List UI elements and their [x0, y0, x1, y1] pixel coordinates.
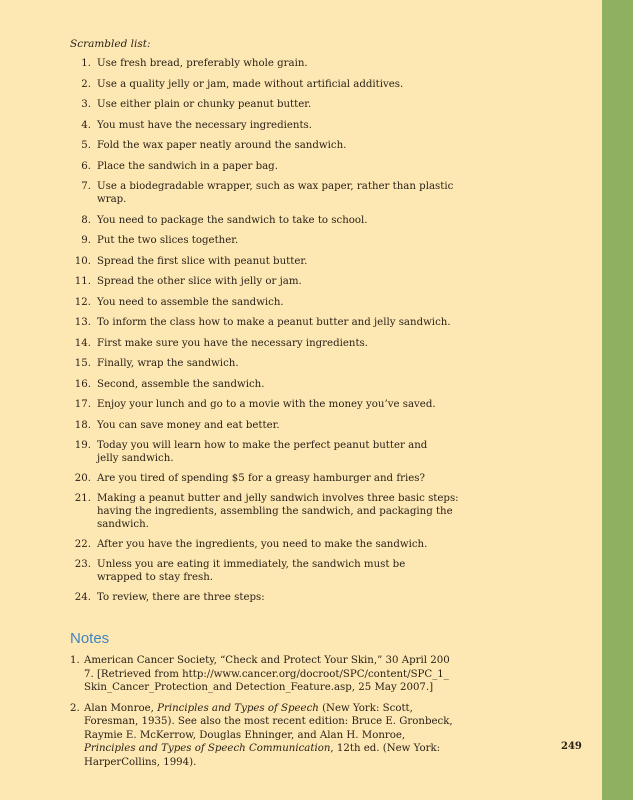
- scrambled-list: [70, 57, 470, 604]
- list-item: 8. You need to package the sandwich to take to school.: [81, 214, 368, 226]
- page-number: 249: [561, 741, 582, 752]
- list-item: 13. To inform the class how to make a peanut butter and jelly sandwich.: [74, 317, 451, 328]
- list-item: 9. Put the two slices together.: [81, 235, 239, 246]
- book-title: Principles and Types of Speech Communication: [84, 743, 331, 754]
- list-item: 11. Spread the other slice with jelly or jam.: [74, 276, 302, 287]
- page-content: [70, 37, 470, 769]
- note-item: 1. American Cancer Society, “Check and Protect Your Skin,” 30 April 2007. [Retrieved from http://www.cancer.org/docroot/SPC/content/SPC_1_Skin_Cancer_Protection_and Detection_Feature.asp, 25 May 2007.]: [70, 655, 450, 693]
- list-item: 1. Use fresh bread, preferably whole grain.: [81, 58, 308, 69]
- list-item: 3. Use either plain or chunky peanut butter.: [81, 99, 312, 110]
- list-item: 22. After you have the ingredients, you need to make the sandwich.: [74, 539, 428, 550]
- note-item: 2. Alan Monroe, Principles and Types of Speech (New York: Scott, Foresman, 1935). See also the most recent edition: Bruce E. Gronbeck, Raymie E. McKerrow, Douglas Ehninger, and Alan H. Monroe, Principles and Types of Speech Communication, 12th ed. (New York: HarperCollins, 1994).: [70, 702, 453, 768]
- list-item: 17. Enjoy your lunch and go to a movie with the money you’ve saved.: [74, 399, 436, 410]
- list-item: 21. Making a peanut butter and jelly sandwich involves three basic steps: having the ingredients, assembling the sandwich, and packaging the sandwich.: [74, 493, 459, 530]
- list-item: 18. You can save money and eat better.: [74, 419, 280, 431]
- list-item: 24. To review, there are three steps:: [74, 592, 265, 603]
- list-item: 23. Unless you are eating it immediately, the sandwich must be wrapped to stay fresh.: [74, 559, 406, 583]
- list-item: 20. Are you tired of spending $5 for a greasy hamburger and fries?: [74, 473, 425, 484]
- list-item: 7. Use a biodegradable wrapper, such as wax paper, rather than plastic wrap.: [81, 181, 454, 205]
- notes-list: [70, 654, 470, 769]
- list-item: 12. You need to assemble the sandwich.: [74, 296, 284, 308]
- list-item: 14. First make sure you have the necessary ingredients.: [74, 337, 369, 349]
- scrambled-list-heading: Scrambled list:: [70, 38, 151, 50]
- list-item: 16. Second, assemble the sandwich.: [74, 378, 265, 390]
- notes-heading: Notes: [70, 630, 110, 647]
- list-item: 19. Today you will learn how to make the perfect peanut butter and jelly sandwich.: [74, 440, 428, 464]
- side-color-bar: [602, 0, 633, 800]
- list-item: 15. Finally, wrap the sandwich.: [74, 358, 239, 369]
- list-item: 10. Spread the first slice with peanut butter.: [74, 255, 308, 267]
- list-item: 6. Place the sandwich in a paper bag.: [81, 160, 278, 172]
- book-title: Principles and Types of Speech: [157, 702, 319, 714]
- list-item: 5. Fold the wax paper neatly around the sandwich.: [81, 140, 347, 151]
- list-item: 4. You must have the necessary ingredients.: [81, 119, 313, 131]
- list-item: 2. Use a quality jelly or jam, made without artificial additives.: [81, 78, 404, 90]
